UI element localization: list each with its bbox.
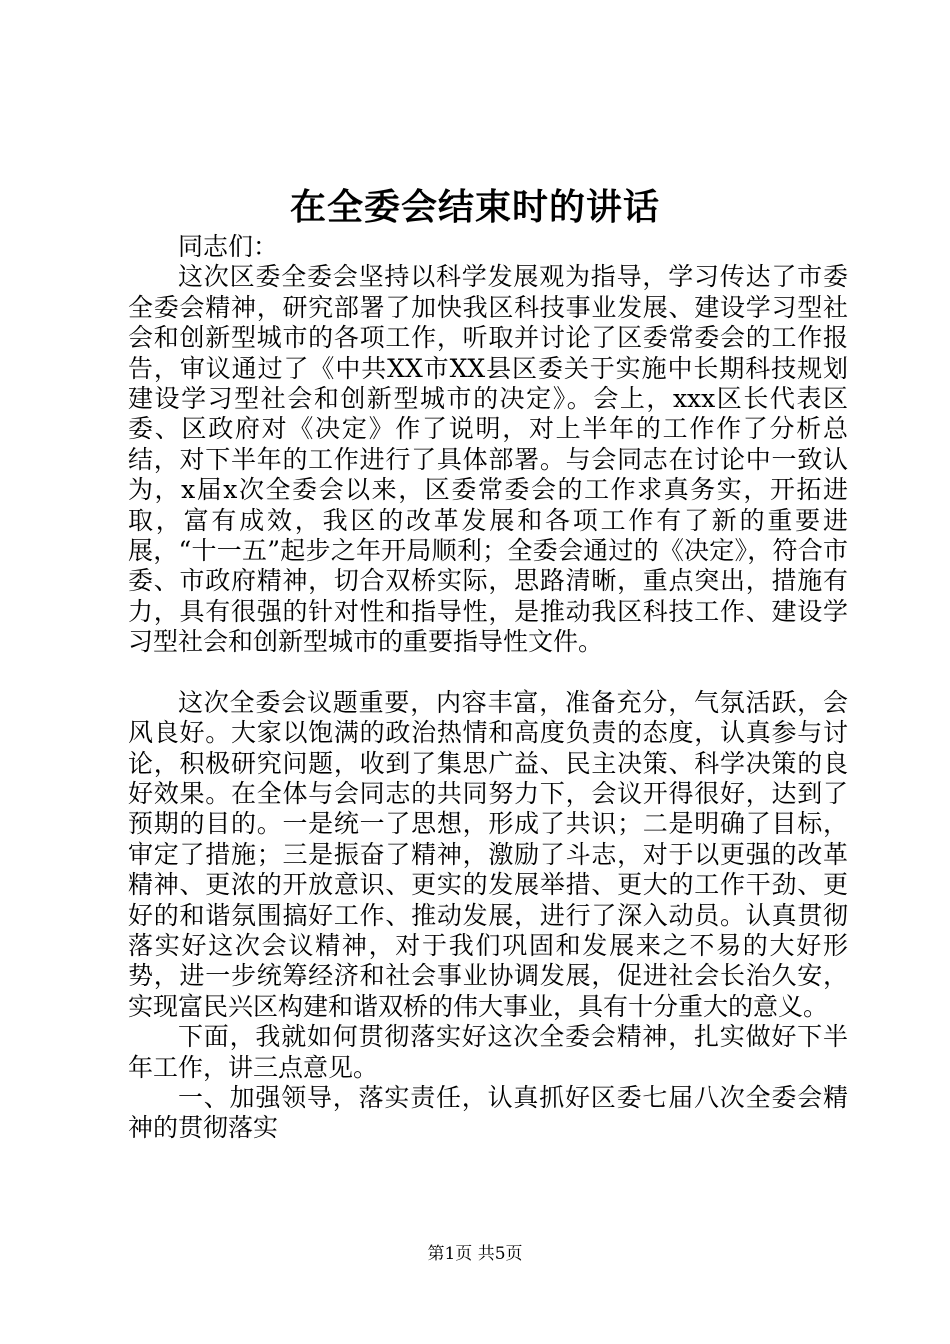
document-title: 在全委会结束时的讲话 xyxy=(289,187,660,228)
salutation: 同志们： xyxy=(178,232,279,261)
paragraph-spacer xyxy=(128,658,848,688)
page-footer: 第1页 共5页 xyxy=(427,1244,523,1264)
paragraph-3: 下面，我就如何贯彻落实好这次全委会精神，扎实做好下半年工作，讲三点意见。 xyxy=(128,1022,848,1082)
paragraph-1: 这次区委全委会坚持以科学发展观为指导，学习传达了市委全委会精神，研究部署了加快我区科技事业发展、建设学习型社会和创新型城市的各项工作，听取并讨论了区委常委会的工作报告，审议通过了《中共XX市XX县区委关于实施中长期科技规划建设学习型社会和创新型城市的决定》。会上，xxx区长代表区委、区政府对《决定》作了说明，对上半年的工作作了分析总结，对下半年的工作进行了具体部署。与会同志在讨论中一致认为，x届x次全委会以来，区委常委会的工作求真务实，开拓进取，富有成效，我区的改革发展和各项工作有了新的重要进展，“十一五”起步之年开局顺利；全委会通过的《决定》，符合市委、市政府精神，切合双桥实际，思路清晰，重点突出，措施有力，具有很强的针对性和指导性，是推动我区科技工作、建设学习型社会和创新型城市的重要指导性文件。 xyxy=(128,262,848,657)
section-heading-1: 一、加强领导，落实责任，认真抓好区委七届八次全委会精神的贯彻落实 xyxy=(128,1082,848,1143)
paragraph-2: 这次全委会议题重要，内容丰富，准备充分，气氛活跃，会风良好。大家以饱满的政治热情和高度负责的态度，认真参与讨论，积极研究问题，收到了集思广益、民主决策、科学决策的良好效果。在全体与会同志的共同努力下，会议开得很好，达到了预期的目的。一是统一了思想，形成了共识；二是明确了目标，审定了措施；三是振奋了精神，激励了斗志，对于以更强的改革精神、更浓的开放意识、更实的发展举措、更大的工作干劲、更好的和谐氛围搞好工作、推动发展，进行了深入动员。认真贯彻落实好这次会议精神，对于我们巩固和发展来之不易的大好形势，进一步统筹经济和社会事业协调发展，促进社会长治久安，实现富民兴区构建和谐双桥的伟大事业，具有十分重大的意义。 xyxy=(128,687,848,1021)
document-body xyxy=(128,232,848,1144)
